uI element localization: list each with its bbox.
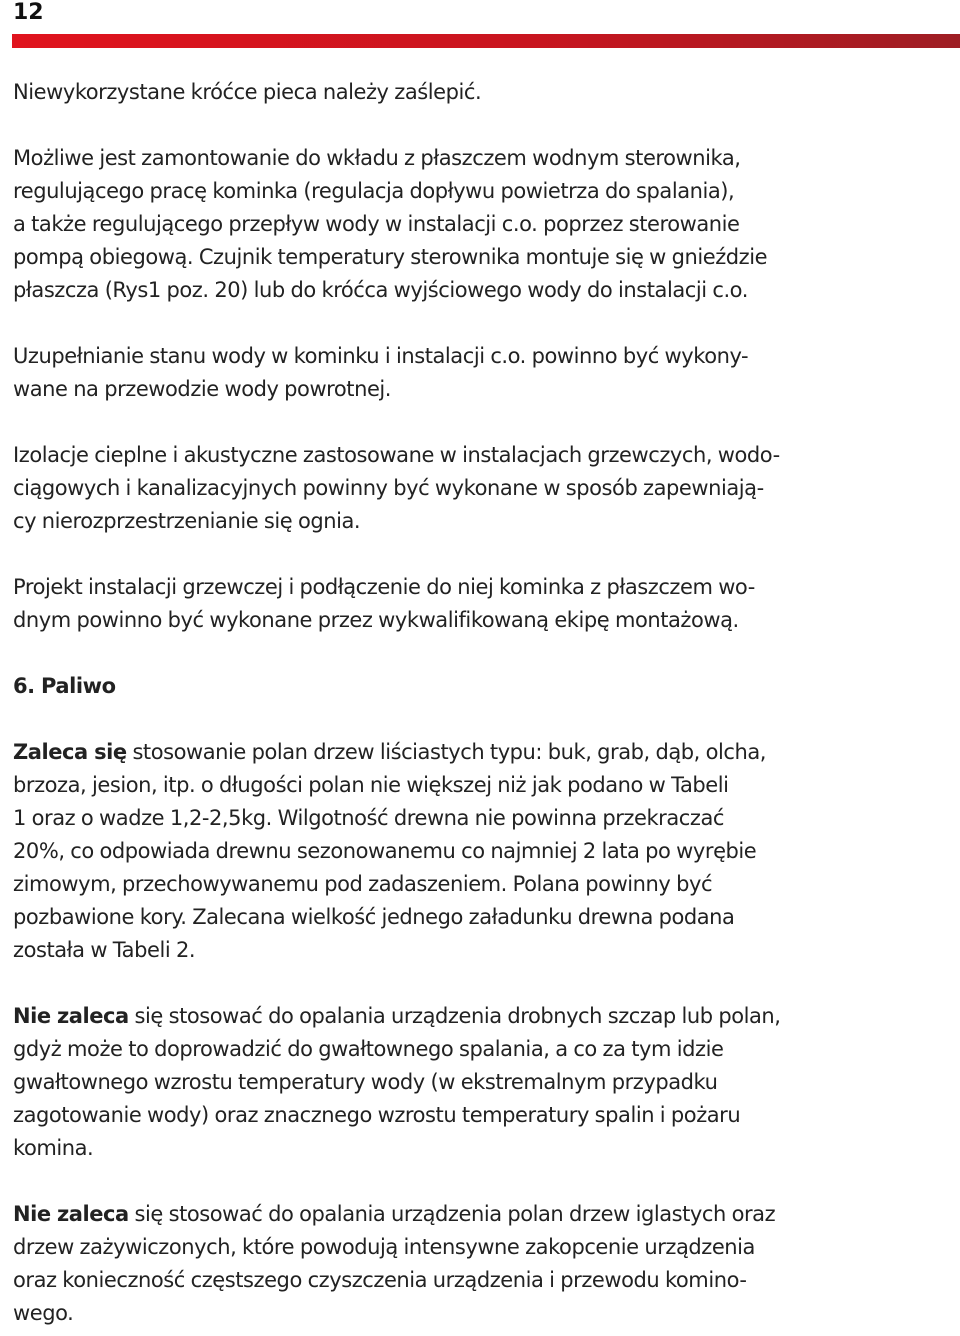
page-number: 12 (13, 0, 44, 25)
bold-not-recommend-label-2: Nie zaleca (13, 1202, 129, 1226)
paragraph-recommended-fuel (13, 736, 893, 967)
bold-not-recommend-label: Nie zaleca (13, 1004, 129, 1028)
not-recommend-text-2: się stosować do opalania urządzenia polan drzew iglastych oraz drzew zażywiczonych, które powodują intensywne zakopcenie urządzenia oraz konieczność częstszego czyszczenia urządzenia i przewodu komino- wego. (13, 1202, 776, 1325)
recommend-text: stosowanie polan drzew liściastych typu: buk, grab, dąb, olcha, brzoza, jesion, itp. o długości polan nie większej niż jak podano w Tabeli 1 oraz o wadze 1,2-2,5kg. Wilgotność drewna nie powinna przekraczać 20%, co odpowiada drewnu sezonowanemu co najmniej 2 lata po wyrębie zimowym, przechowywanemu pod zadaszeniem. Polana powinny być pozbawione kory. Zalecana wielkość jednego załadunku drewna podana została w Tabeli 2. (13, 740, 766, 962)
bold-recommend-label: Zaleca się (13, 740, 127, 764)
paragraph-controller: Możliwe jest zamontowanie do wkładu z płaszczem wodnym sterownika, regulującego pracę kominka (regulacja dopływu powietrza do spalania), a także regulującego przepływ wody w instalacji c.o. poprzez sterowanie pompą obiegową. Czujnik temperatury sterownika montuje się w gnieździe płaszcza (Rys1 poz. 20) lub do króćca wyjściowego wody do instalacji c.o. (13, 146, 768, 302)
paragraph-not-recommended-conifer (13, 1198, 893, 1330)
paragraph-water-refill: Uzupełnianie stanu wody w kominku i instalacji c.o. powinno być wykony- wane na przewodzie wody powrotnej. (13, 344, 749, 401)
paragraph-unused-ports: Niewykorzystane króćce pieca należy zaślepić. (13, 80, 482, 104)
section-heading-fuel: 6. Paliwo (13, 674, 116, 698)
paragraph-not-recommended-small-wood (13, 1000, 893, 1165)
paragraph-insulation: Izolacje cieplne i akustyczne zastosowane w instalacjach grzewczych, wodo- ciągowych i kanalizacyjnych powinny być wykonane w sposób zapewniają- cy nierozprzestrzenianie się ognia. (13, 443, 780, 533)
not-recommend-text-1: się stosować do opalania urządzenia drobnych szczap lub polan, gdyż może to doprowadzić do gwałtownego spalania, a co za tym idzie gwałtownego wzrostu temperatury wody (w ekstremalnym przypadku zagotowanie wody) oraz znacznego wzrostu temperatury spalin i pożaru komina. (13, 1004, 781, 1160)
paragraph-installation-project: Projekt instalacji grzewczej i podłączenie do niej kominka z płaszczem wo- dnym powinno być wykonane przez wykwalifikowaną ekipę montażową. (13, 575, 755, 632)
header-accent-bar (12, 34, 960, 48)
page-content (13, 76, 893, 1330)
